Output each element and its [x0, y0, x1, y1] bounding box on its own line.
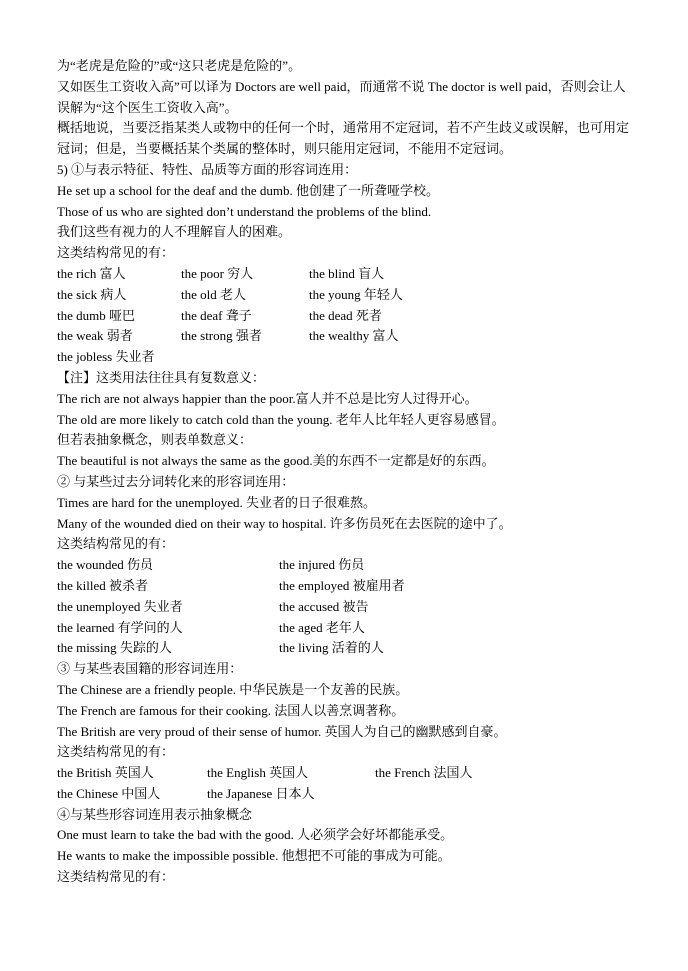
- word-list-row: [57, 326, 635, 347]
- list-intro: 这类结构常见的有：: [57, 245, 175, 261]
- word-entry: the accused 被告: [279, 598, 369, 614]
- note-heading: 【注】这类用法往往具有复数意义：: [57, 369, 266, 385]
- list-intro: 这类结构常见的有：: [57, 744, 175, 760]
- example-sentence: One must learn to take the bad with the good. 人必须学会好坏都能承受。: [57, 827, 454, 843]
- word-entry: the Japanese 日本人: [207, 785, 315, 801]
- word-entry: the sick 病人: [57, 286, 127, 302]
- word-entry: the jobless 失业者: [57, 349, 155, 365]
- example-sentence: The old are more likely to catch cold than the young. 老年人比年轻人更容易感冒。: [57, 411, 505, 427]
- text-line: 为“老虎是危险的”或“这只老虎是危险的”。: [57, 58, 302, 73]
- word-list-row: [57, 285, 635, 306]
- example-sentence: Times are hard for the unemployed. 失业者的日子很难熬。: [57, 494, 377, 510]
- translation-line: 我们这些有视力的人不理解盲人的困难。: [57, 224, 292, 240]
- word-entry: the young 年轻人: [309, 286, 403, 302]
- text-line: 但若表抽象概念，则表单数意义：: [57, 432, 253, 448]
- word-entry: the killed 被杀者: [57, 577, 148, 593]
- section-heading: ④与某些形容词连用表示抽象概念: [57, 806, 253, 822]
- word-entry: the blind 盲人: [309, 265, 385, 281]
- word-list-row: [57, 264, 635, 285]
- word-entry: the deaf 聋子: [181, 307, 252, 323]
- word-entry: the poor 穷人: [181, 265, 254, 281]
- word-entry: the unemployed 失业者: [57, 598, 183, 614]
- word-list-row: [57, 784, 635, 805]
- example-sentence: The French are famous for their cooking. 法国人以善烹调著称。: [57, 702, 405, 718]
- word-entry: the aged 老年人: [279, 619, 365, 635]
- word-entry: the dead 死者: [309, 307, 382, 323]
- example-sentence: He wants to make the impossible possible. 他想把不可能的事成为可能。: [57, 848, 451, 864]
- word-entry: the weak 弱者: [57, 328, 133, 344]
- word-entry: the employed 被雇用者: [279, 577, 405, 593]
- word-entry: the strong 强者: [181, 328, 262, 344]
- word-list-row: [57, 763, 635, 784]
- example-sentence: Many of the wounded died on their way to hospital. 许多伤员死在去医院的途中了。: [57, 515, 512, 531]
- section-heading: ② 与某些过去分词转化来的形容词连用：: [57, 473, 295, 489]
- word-entry: the missing 失踪的人: [57, 640, 172, 656]
- word-list-row: [57, 576, 635, 597]
- word-entry: the wounded 伤员: [57, 557, 154, 573]
- example-sentence: The rich are not always happier than the poor.富人并不总是比穷人过得开心。: [57, 390, 478, 406]
- example-sentence: Those of us who are sighted don’t understand the problems of the blind.: [57, 203, 432, 219]
- word-entry: the learned 有学问的人: [57, 619, 183, 635]
- example-sentence: The beautiful is not always the same as the good.美的东西不一定都是好的东西。: [57, 453, 495, 469]
- word-entry: the dumb 哑巴: [57, 307, 135, 323]
- word-entry: the Chinese 中国人: [57, 785, 161, 801]
- example-sentence: The British are very proud of their sense of humor. 英国人为自己的幽默感到自豪。: [57, 723, 507, 739]
- word-list-row: [57, 555, 635, 576]
- list-intro: 这类结构常见的有：: [57, 869, 175, 885]
- word-entry: the French 法国人: [375, 765, 473, 781]
- word-entry: the wealthy 富人: [309, 328, 399, 344]
- list-intro: 这类结构常见的有：: [57, 536, 175, 552]
- word-list-row: [57, 618, 635, 639]
- word-entry: the rich 富人: [57, 265, 126, 281]
- section-heading: 5) ①与表示特征、特性、品质等方面的形容词连用：: [57, 161, 358, 177]
- text-paragraph: 概括地说，当要泛指某类人或物中的任何一个时，通常用不定冠词，若不产生歧义或误解，也可用定冠词；但是，当要概括某个类属的整体时，则只能用定冠词，不能用不定冠词。: [57, 120, 630, 157]
- example-sentence: He set up a school for the deaf and the dumb. 他创建了一所聋哑学校。: [57, 182, 439, 198]
- text-paragraph: 又如医生工资收入高”可以译为 Doctors are well paid，而通常不说 The doctor is well paid，否则会让人误解为“这个医生工资收入高”。: [57, 78, 626, 115]
- word-entry: the English 英国人: [207, 765, 309, 781]
- word-list-row: [57, 597, 635, 618]
- word-entry: the old 老人: [181, 286, 246, 302]
- document-page: [57, 56, 635, 888]
- word-entry: the British 英国人: [57, 765, 154, 781]
- section-heading: ③ 与某些表国籍的形容词连用：: [57, 661, 243, 677]
- example-sentence: The Chinese are a friendly people. 中华民族是一个友善的民族。: [57, 681, 409, 697]
- word-list-row: [57, 638, 635, 659]
- word-list-row: [57, 347, 635, 368]
- word-list-row: [57, 306, 635, 327]
- word-entry: the living 活着的人: [279, 640, 384, 656]
- word-entry: the injured 伤员: [279, 557, 365, 573]
